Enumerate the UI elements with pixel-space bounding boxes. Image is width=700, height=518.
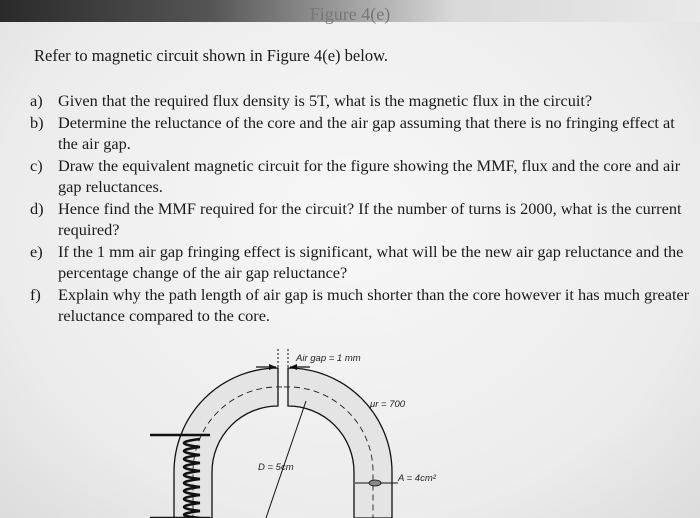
intro-text: Refer to magnetic circuit shown in Figure 4(e) below. xyxy=(34,46,389,65)
question-text: Explain why the path length of air gap is much shorter than the core however it has much greater reluctance compared to the core. xyxy=(58,284,690,325)
question-list xyxy=(30,90,690,327)
question-item xyxy=(30,284,690,327)
question-text: Determine the reluctance of the core and the air gap assuming that there is no fringing effect at the air gap. xyxy=(58,112,675,153)
question-label: c) xyxy=(30,155,43,175)
question-text: If the 1 mm air gap fringing effect is significant, what will be the new air gap reluctance and the percentage change of the air gap reluctance? xyxy=(58,241,684,282)
question-label: b) xyxy=(30,112,44,132)
permeability-label: μr = 700 xyxy=(370,399,406,410)
question-label: d) xyxy=(30,198,44,218)
question-label: a) xyxy=(30,91,43,110)
question-item xyxy=(30,155,690,198)
question-item xyxy=(30,241,690,284)
question-item xyxy=(30,90,690,112)
question-text: Hence find the MMF required for the circuit? If the number of turns is 2000, what is the current required? xyxy=(58,198,682,239)
toroid-core xyxy=(174,368,392,518)
air-gap-label: Air gap = 1 mm xyxy=(296,353,361,364)
question-text: Draw the equivalent magnetic circuit for the figure showing the MMF, flux and the core and air gap reluctances. xyxy=(58,155,681,196)
question-text: Given that the required flux density is 5T, what is the magnetic flux in the circuit? xyxy=(58,91,593,110)
diameter-label: D = 5cm xyxy=(258,462,294,473)
question-item xyxy=(30,198,690,241)
diameter-line xyxy=(266,401,306,518)
question-label: e) xyxy=(30,241,43,261)
question-label: f) xyxy=(30,284,41,304)
area-label: A = 4cm² xyxy=(398,473,436,484)
cropped-figure-caption: Figure 4(e) xyxy=(309,4,391,24)
magnetic-circuit-figure xyxy=(150,343,570,518)
question-item xyxy=(30,112,690,155)
